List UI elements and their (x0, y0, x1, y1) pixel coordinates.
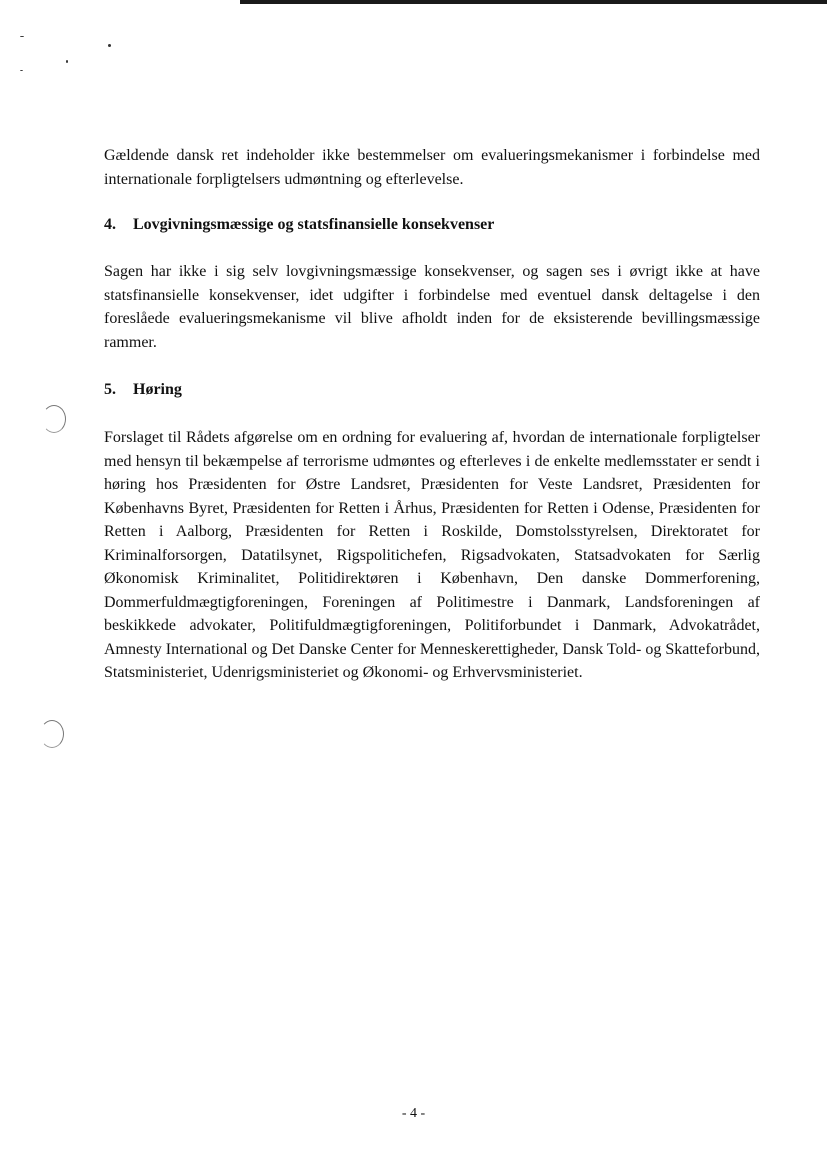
section-title: Høring (133, 381, 182, 398)
intro-paragraph: Gældende dansk ret indeholder ikke bestemmelser om evalueringsmekanismer i forbindelse med internationale forpligtelsers udmøntning og efterlevelse. (104, 147, 760, 188)
section-number: 5. (104, 381, 116, 398)
section-title: Lovgivningsmæssige og statsfinansielle konsekvenser (133, 216, 495, 233)
section-heading-5 (104, 378, 760, 401)
punch-hole-mark (40, 720, 64, 748)
scan-speck (108, 44, 111, 47)
section-5-paragraph: Forslaget til Rådets afgørelse om en ordning for evaluering af, hvordan de internationale forpligtelser med hensyn til bekæmpelse af terrorisme udmøntes og efterleves i de enkelte medlemsstater er sendt i høring hos Præsidenten for Østre Landsret, Præsidenten for Veste Landsret, Præsidenten for Københavns Byret, Præsidenten for Retten i Århus, Præsidenten for Retten i Odense, Præsidenten for Retten i Aalborg, Præsidenten for Retten i Roskilde, Domstolsstyrelsen, Direktoratet for Kriminalforsorgen, Datatilsynet, Rigspolitichefen, Rigsadvokaten, Statsadvokaten for Særlig Økonomisk Kriminalitet, Politidirektøren i København, Den danske Dommerforening, Dommerfuldmægtigforeningen, Foreningen af Politimestre i Danmark, Landsforeningen af beskikkede advokater, Politifuldmægtigforeningen, Politiforbundet i Danmark, Advokatrådet, Amnesty International og Det Danske Center for Menneskerettigheder, Dansk Told- og Skatteforbund, Statsministeriet, Udenrigsministeriet og Økonomi- og Erhvervsministeriet. (104, 429, 760, 681)
scan-speck (66, 60, 68, 63)
section-heading-4 (104, 213, 760, 236)
scan-edge-bar (240, 0, 827, 4)
punch-hole-mark (42, 405, 66, 433)
scan-speck (20, 70, 23, 71)
section-number: 4. (104, 216, 116, 233)
scan-speck (20, 36, 24, 37)
document-body (104, 144, 760, 685)
section-4-paragraph: Sagen har ikke i sig selv lovgivningsmæssige konsekvenser, og sagen ses i øvrigt ikke at have statsfinansielle konsekvenser, idet udgifter i forbindelse med eventuel dansk deltagelse i den foreslåede evalueringsmekanisme vil blive afholdt inden for de eksisterende bevillingsmæssige rammer. (104, 263, 760, 351)
page-number: - 4 - (401, 1106, 426, 1121)
